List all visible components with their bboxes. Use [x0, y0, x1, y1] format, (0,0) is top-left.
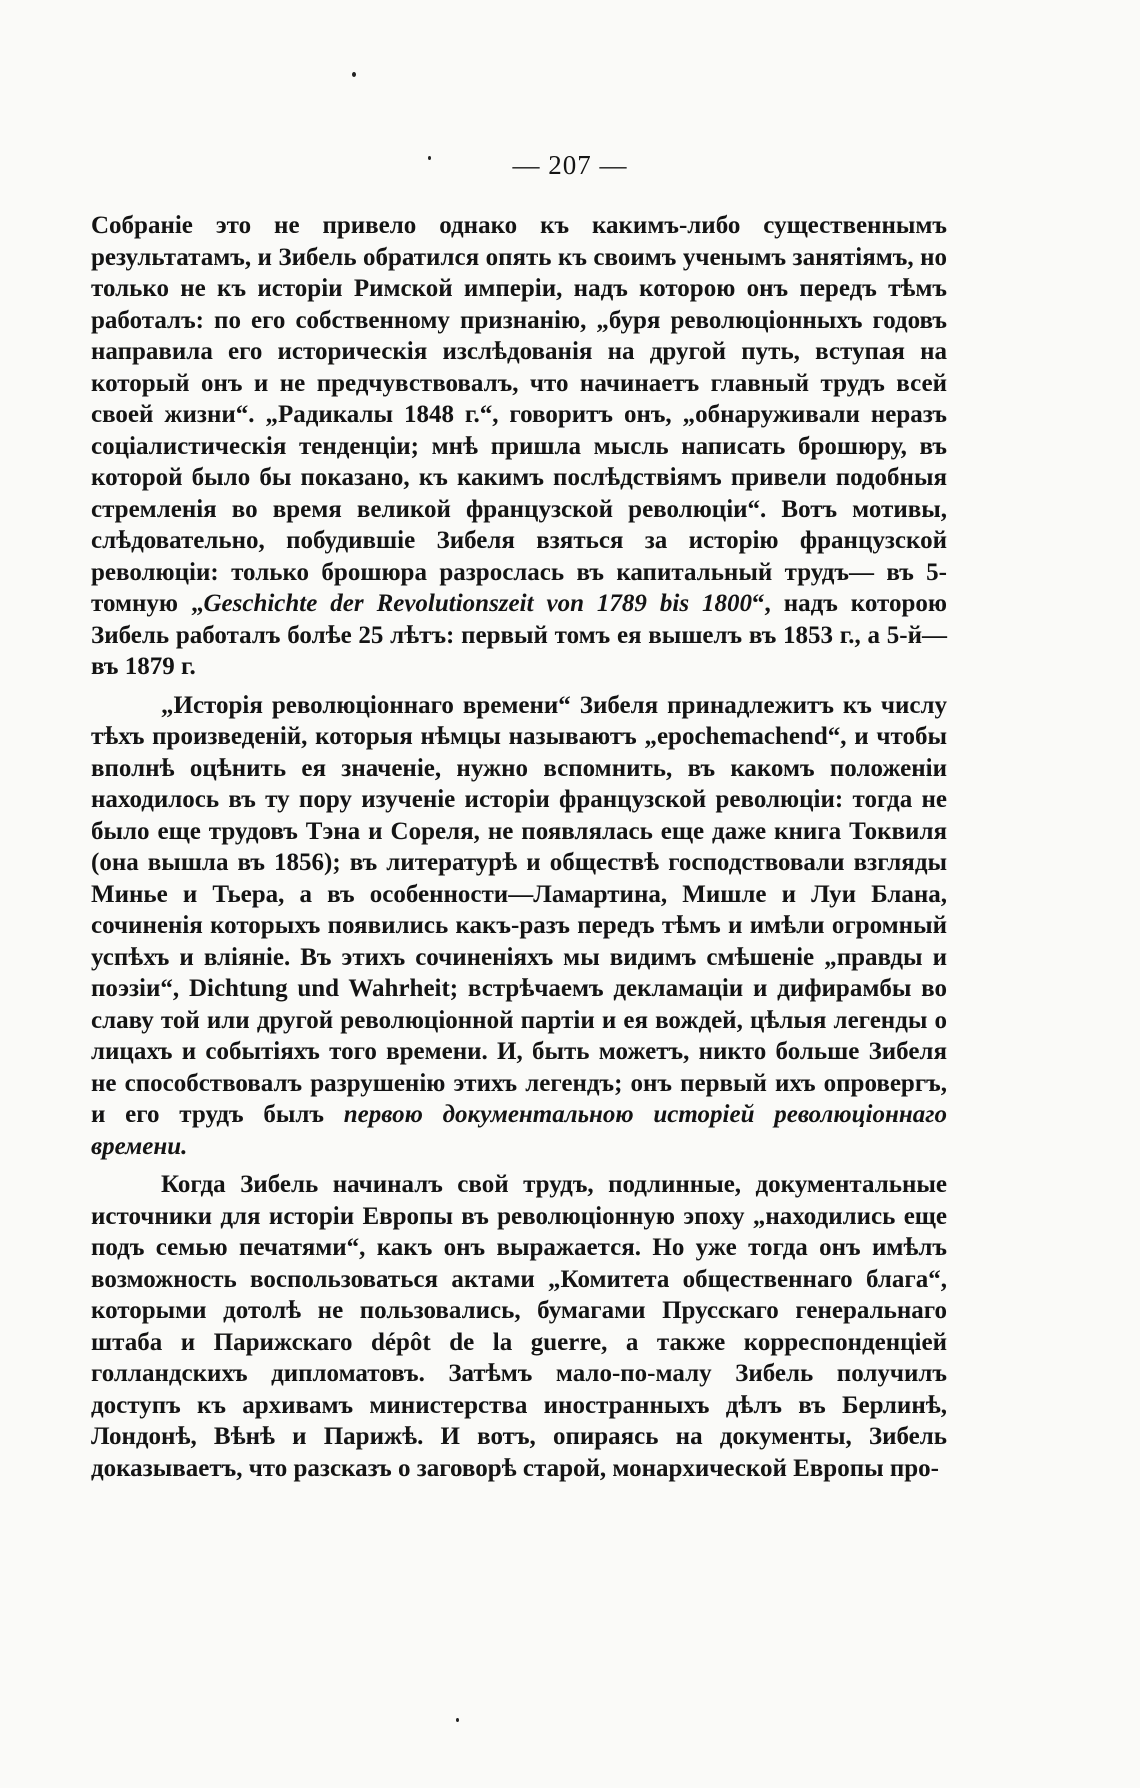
page-number: — 207 — [512, 150, 628, 180]
paragraph-1 [91, 210, 947, 683]
ink-speck [352, 72, 356, 77]
paragraph-3 [91, 1169, 947, 1484]
body-text [91, 210, 947, 1484]
emphasis-italic: первою документальною исторіей революціоннаго времени. [91, 1101, 947, 1160]
book-title-italic: Geschichte der Revolutionszeit von 1789 bis 1800 [203, 590, 753, 617]
paragraph-3-text: Когда Зибель начиналъ свой трудъ, подлинные, документальные источники для исторіи Европы въ революціонную эпоху „находились еще подъ семью печатями“, какъ онъ выражается. Но уже тогда онъ имѣлъ возможность воспользоваться актами „Комитета общественнаго блага“, которыми дотолѣ не пользовались, бумагами Прусскаго генеральнаго штаба и Парижскаго dépôt de la guerre, а также корреспонденціей голландскихъ дипломатовъ. Затѣмъ мало-по-малу Зибель получилъ доступъ къ архивамъ министерства иностранныхъ дѣлъ въ Берлинѣ, Лондонѣ, Вѣнѣ и Парижѣ. И вотъ, опираясь на документы, Зибель доказываетъ, что разсказъ о заговорѣ старой, монархической Европы про- [91, 1171, 947, 1482]
paragraph-1-text-end: “, надъ которою Зибель работалъ болѣе 25 лѣтъ: первый томъ ея вышелъ въ 1853 г., а 5-й—въ 1879 г. [91, 590, 947, 680]
paragraph-2 [91, 690, 947, 1163]
paragraph-2-text: „Исторія революціоннаго времени“ Зибеля принадлежитъ къ числу тѣхъ произведеній, которыя нѣмцы называютъ „epochemachend“, и чтобы вполнѣ оцѣнить ея значеніе, нужно вспомнить, въ какомъ положеніи находилось въ ту пору изученіе исторіи французской революціи: тогда не было еще трудовъ Тэна и Сореля, не появлялась еще даже книга Токвиля (она вышла въ 1856); въ литературѣ и обществѣ господствовали взгляды Минье и Тьера, а въ особенности—Ламартина, Мишле и Луи Блана, сочиненія которыхъ появились какъ-разъ передъ тѣмъ и имѣли огромный успѣхъ и вліяніе. Въ этихъ сочиненіяхъ мы видимъ смѣшеніе „правды и поэзіи“, Dichtung und Wahrheit; встрѣчаемъ декламаціи и дифирамбы во славу той или другой революціонной партіи и ея вождей, цѣлыя легенды о лицахъ и событіяхъ того времени. И, быть можетъ, никто больше Зибеля не способствовалъ разрушенію этихъ легендъ; онъ первый ихъ опровергъ, и его трудъ былъ [91, 691, 947, 1128]
ink-speck [456, 1718, 459, 1722]
paragraph-1-text: Собраніе это не привело однако къ какимъ-либо существеннымъ результатамъ, и Зибель обратился опять къ своимъ ученымъ занятіямъ, но только не къ исторіи Римской имперіи, надъ которою онъ передъ тѣмъ работалъ: по его собственному признанію, „буря революціонныхъ годовъ направила его историческія изслѣдованія на другой путь, вступая на который онъ и не предчувствовалъ, что начинаетъ главный трудъ всей своей жизни“. „Радикалы 1848 г.“, говоритъ онъ, „обнаруживали неразъ соціалистическія тенденціи; мнѣ пришла мысль написать брошюру, въ которой было бы показано, къ какимъ послѣдствіямъ привели подобныя стремленія во время великой французской революціи“. Вотъ мотивы, слѣдовательно, побудившіе Зибеля взяться за исторію французской революціи: только брошюра разрослась въ капитальный трудъ— въ 5-томную „ [91, 212, 947, 617]
